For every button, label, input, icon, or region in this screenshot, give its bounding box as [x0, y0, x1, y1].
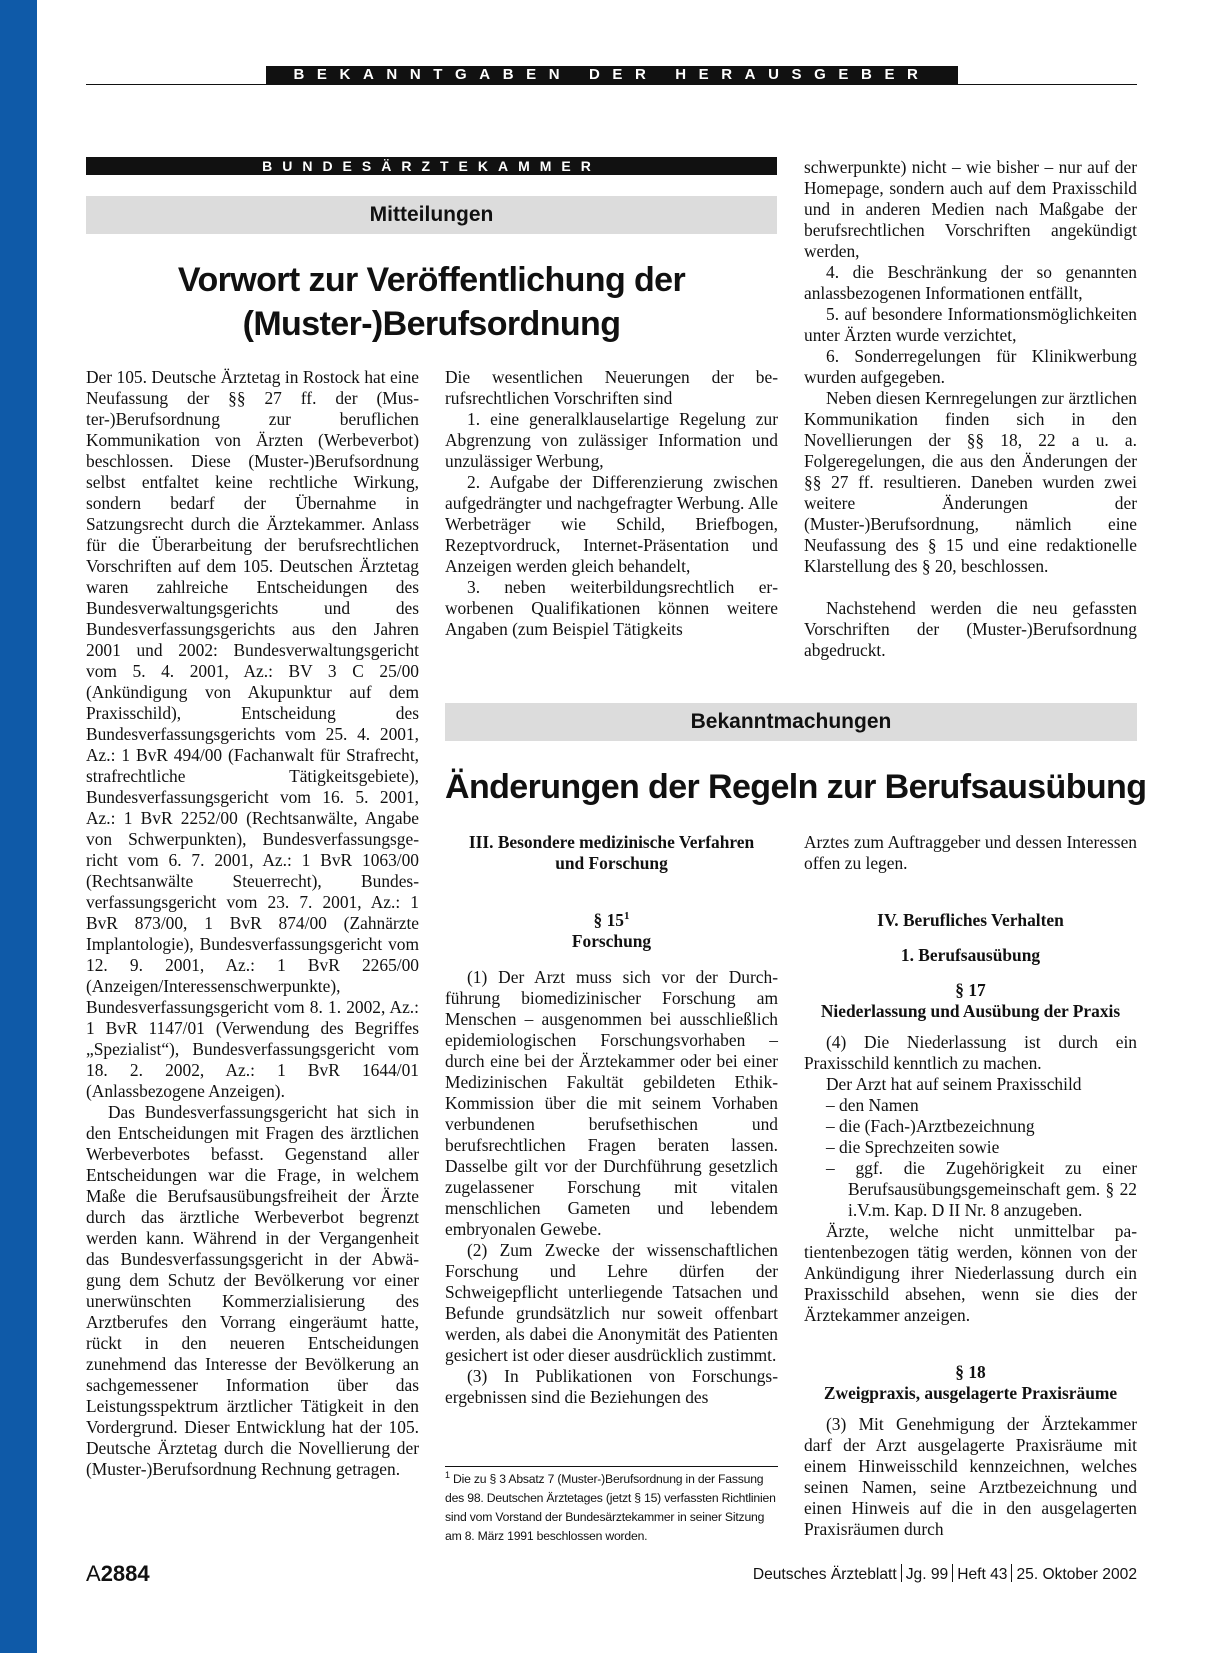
article1-paragraph: schwerpunkte) nicht – wie bisher – nur auf der Homepage, sondern auch auf dem Praxisschild und in anderen Medien nach Maßgabe der berufsrechtlichen Vorschriften angekündigt werden, — [804, 157, 1137, 261]
footnote-text: Die zu § 3 Absatz 7 (Muster-)Berufsordnung in der Fassung des 98. Deutschen Ärztetages (jetzt § 15) verfassten Richtlinien sind vom Vorstand der Bundesärztekammer in seiner Sitzung am 8. März 1991 beschlossen worden. — [445, 1472, 776, 1543]
article1-paragraph: Neben diesen Kernregelungen zur ärztlichen Kommunikation finden sich in den Novellierungen der §§ 18, 22 a u. a. Folgeregelungen, die aus den Änderungen der §§ 27 ff. resultieren. Daneben wurden zwei weitere Änderungen der (Muster-)Berufsordnung, nämlich eine Neufassung des § 15 und eine redaktionelle Klarstellung des § 20, beschlossen. — [804, 388, 1137, 576]
list-item: 6. Sonderregelungen für Klinikwerbung wurden aufgegeben. — [804, 346, 1137, 387]
section-banner: BEKANNTGABEN DER HERAUSGEBER — [266, 66, 958, 84]
spacer — [804, 931, 1137, 945]
divider — [1011, 1564, 1012, 1582]
footnote — [445, 1470, 778, 1546]
paragraph-number: § 17 — [955, 980, 986, 1000]
article1-title-line2: (Muster-)Berufsordnung — [242, 305, 621, 343]
divider — [952, 1564, 953, 1582]
subsection-heading: 1. Berufsausübung — [900, 945, 1041, 965]
article1-paragraph: Nachstehend werden die neu gefassten Vorschriften der (Muster-)Berufsordnung abgedruckt. — [804, 598, 1137, 660]
article1-column-3 — [804, 157, 1137, 661]
spacer — [445, 952, 778, 967]
list-item: 3. neben weiterbildungsrechtlich erworbenen Qualifikationen können weitere Angaben (zum Beispiel Tätigkeits — [445, 577, 778, 639]
spacer — [804, 1022, 1137, 1032]
spacer — [804, 1404, 1137, 1414]
paragraph-number: § 18 — [955, 1362, 986, 1382]
article2-title: Änderungen der Regeln zur Berufsausübung — [445, 768, 1147, 806]
section-heading-line1: III. Besondere medizinische Verfahren — [468, 832, 755, 852]
article1-column-1 — [86, 367, 419, 1480]
article2-paragraph: Arztes zum Auftraggeber und dessen Interessen offen zu legen. — [804, 832, 1137, 873]
spacer — [804, 577, 1137, 598]
footnote-rule — [445, 1466, 778, 1467]
section-heading: IV. Berufliches Verhalten — [877, 910, 1064, 930]
paragraph-number-text: § 15 — [593, 910, 624, 930]
page-prefix: A — [86, 1561, 101, 1586]
article1-paragraph: Der 105. Deutsche Ärztetag in Rostock hat eine Neufassung der §§ 27 ff. der (Muster-)Berufsordnung zur beruflichen Kommunikation von Ärzten (Werbeverbot) beschlossen. Diese (Muster-)Berufsordnung selbst entfaltet keine rechtliche Wirkung, sondern bedarf der Übernahme in Satzungsrecht durch die Ärztekammer. Anlass für die Überarbeitung der berufsrechtlichen Vorschriften auf dem 105. Deutschen Ärztetag waren zahlreiche Entscheidungen des Bundesverwaltungsgerichts und des Bundesverfassungsgerichts aus den Jahren 2001 und 2002: Bundesverwaltungsgericht vom 5. 4. 2001, Az.: BV 3 C 25/00 (Ankündigung von Akupunktur auf dem Praxisschild), Entscheidung des Bundesverfassungsgerichts vom 25. 4. 2001, Az.: 1 BvR 494/00 (Fachanwalt für Strafrecht, strafrechtliche Tätigkeitsgebiete), Bundesverfassungsgericht vom 16. 5. 2001, Az.: 1 BvR 2252/00 (Rechtsanwälte, Angabe von Schwerpunkten), Bundesverfassungsgericht vom 6. 7. 2001, Az.: 1 BvR 1063/00 (Rechtsanwälte Steuerrecht), Bundesverfassungsgericht vom 23. 7. 2001, Az.: 1 BvR 873/00, 1 BvR 874/00 (Zahnärzte Implantologie), Bundesverfassungsgericht vom 12. 9. 2001, Az.: 1 BvR 2265/00 (Anzeigen/Interessenschwerpunkte), Bundesverfassungsgericht vom 8. 1. 2002, Az.: 1 BvR 1147/01 (Verwendung des Begriffes „Spezialist“), Bundesverfassungsgericht vom 18. 2. 2002, Az.: 1 BvR 1644/01 (Anlassbezogene Anzeigen). — [86, 367, 419, 1101]
journal-name: Deutsches Ärzteblatt — [752, 1566, 897, 1583]
list-item: – die (Fach-)Arztbezeichnung — [826, 1116, 1035, 1136]
page-number — [86, 1560, 150, 1588]
article2-column-2 — [804, 832, 1137, 1540]
article1-column-2 — [445, 367, 778, 640]
section-heading — [445, 832, 778, 874]
list-item: 4. die Beschränkung der so genannten anlassbezogenen Informationen entfällt, — [804, 262, 1137, 303]
org-banner: BUNDESÄRZTEKAMMER — [86, 157, 777, 175]
issue: Heft 43 — [957, 1566, 1008, 1583]
spacer — [804, 1326, 1137, 1362]
spacer — [445, 874, 778, 910]
page-number-value: 2884 — [100, 1561, 150, 1586]
article2-paragraph: (3) In Publikationen von Forschungsergebnissen sind die Beziehungen des — [445, 1366, 778, 1407]
publication-info — [700, 1564, 1137, 1586]
list-item: 2. Aufgabe der Differenzierung zwischen aufgedrängter und nachgefragter Werbung. Alle Werbeträger wie Schild, Briefbogen, Rezeptvordruck, Internet-Präsentation und Anzeigen werden gleich behandelt, — [445, 472, 778, 576]
spacer — [804, 966, 1137, 980]
paragraph-title: Zweigpraxis, ausgelagerte Praxisräume — [823, 1383, 1118, 1403]
category-label-mitteilungen: Mitteilungen — [86, 196, 777, 234]
footnote-number: 1 — [445, 1469, 450, 1480]
divider — [901, 1564, 902, 1582]
article2-paragraph: Ärzte, welche nicht unmittelbar patientenbezogen tätig werden, können von der Ankündigung ihrer Niederlassung durch ein Praxisschild absehen, wenn sie dies der Ärztekammer anzeigen. — [804, 1221, 1137, 1325]
article1-paragraph: Das Bundesverfassungsgericht hat sich in den Entscheidungen mit Fragen des ärztlichen Werbeverbotes befasst. Gegenstand aller Entscheidungen war die Frage, in welchem Maße die Berufsausübungsfreiheit der Ärzte durch das ärztliche Werbeverbot begrenzt werden kann. Während in der Vergangenheit das Bundesverfassungsgericht in der Abwägung dem Schutz der Bevölkerung vor einer unerwünschten Kommerzialisierung des Arztberufes den Vorrang eingeräumt hatte, rückt in den neueren Entscheidungen zunehmend das Interesse der Bevölkerung an sachgemessener Information über das Leistungsspektrum ärztlicher Tätigkeit in den Vordergrund. Dieser Entwicklung hat der 105. Deutsche Ärztetag durch die Novellierung der (Muster-)Berufsordnung Rechnung getragen. — [86, 1102, 419, 1479]
article1-title — [86, 258, 777, 346]
article2-paragraph: Der Arzt hat auf seinem Praxisschild — [826, 1074, 1082, 1094]
section-heading-line2: und Forschung — [555, 853, 668, 873]
list-item: – den Namen — [826, 1095, 919, 1115]
article1-paragraph: Die wesentlichen Neuerungen der berufsrechtlichen Vorschriften sind — [445, 367, 778, 408]
paragraph-number — [445, 910, 778, 931]
list-item: – die Sprechzeiten sowie — [826, 1137, 1000, 1157]
article2-paragraph: (1) Der Arzt muss sich vor der Durchführung biomedizinischer Forschung am Menschen – ausgenommen bei ausschließlich epidemiologischen Forschungsvorhaben – durch eine bei der Ärztekammer oder bei einer Medizinischen Fakultät gebildeten Ethik-Kommission über die mit seinem Vorhaben verbundenen berufsethischen und berufsrechtlichen Fragen beraten lassen. Dasselbe gilt vor der Durchführung gesetzlich zugelassener Forschung mit vitalen menschlichen Gameten und lebendem embryonalen Gewebe. — [445, 967, 778, 1239]
paragraph-title: Niederlassung und Ausübung der Praxis — [820, 1001, 1121, 1021]
header-rule — [86, 84, 1137, 85]
list-item: 1. eine generalklauselartige Regelung zur Abgrenzung von zulässiger Information und unzulässiger Werbung, — [445, 409, 778, 471]
article2-column-1 — [445, 832, 778, 1408]
issue-date: 25. Oktober 2002 — [1016, 1566, 1137, 1583]
article2-paragraph: (3) Mit Genehmigung der Ärztekammer darf der Arzt ausgelagerte Praxisräume mit einem Hinweisschild kennzeichnen, welches seinen Namen, seine Arztbezeichnung und einen Hinweis auf die in den ausgelagerten Praxisräumen durch — [804, 1414, 1137, 1539]
list-item: 5. auf besondere Informationsmöglichkeiten unter Ärzten wurde verzichtet, — [804, 304, 1137, 345]
list-item: – ggf. die Zugehörigkeit zu einer Berufsausübungsgemeinschaft gem. § 22 i.V.m. Kap. D II Nr. 8 anzugeben. — [826, 1158, 1137, 1220]
article2-paragraph: (2) Zum Zwecke der wissenschaftlichen Forschung und Lehre dürfen der Schweigepflicht unterliegende Tatsachen und Befunde grundsätzlich nur soweit offenbart werden, als dabei die Anonymität des Patienten gesichert ist oder dieser ausdrücklich zustimmt. — [445, 1240, 778, 1365]
footnote-marker: 1 — [623, 910, 630, 923]
volume: Jg. 99 — [905, 1566, 949, 1583]
spacer — [804, 874, 1137, 910]
article1-title-line1: Vorwort zur Veröffentlichung der — [177, 261, 686, 299]
article2-paragraph: (4) Die Niederlassung ist durch ein Praxisschild kenntlich zu machen. — [804, 1032, 1137, 1073]
category-label-bekanntmachungen: Bekanntmachungen — [445, 703, 1137, 741]
blue-margin-strip — [0, 0, 37, 1653]
paragraph-title: Forschung — [571, 931, 652, 951]
